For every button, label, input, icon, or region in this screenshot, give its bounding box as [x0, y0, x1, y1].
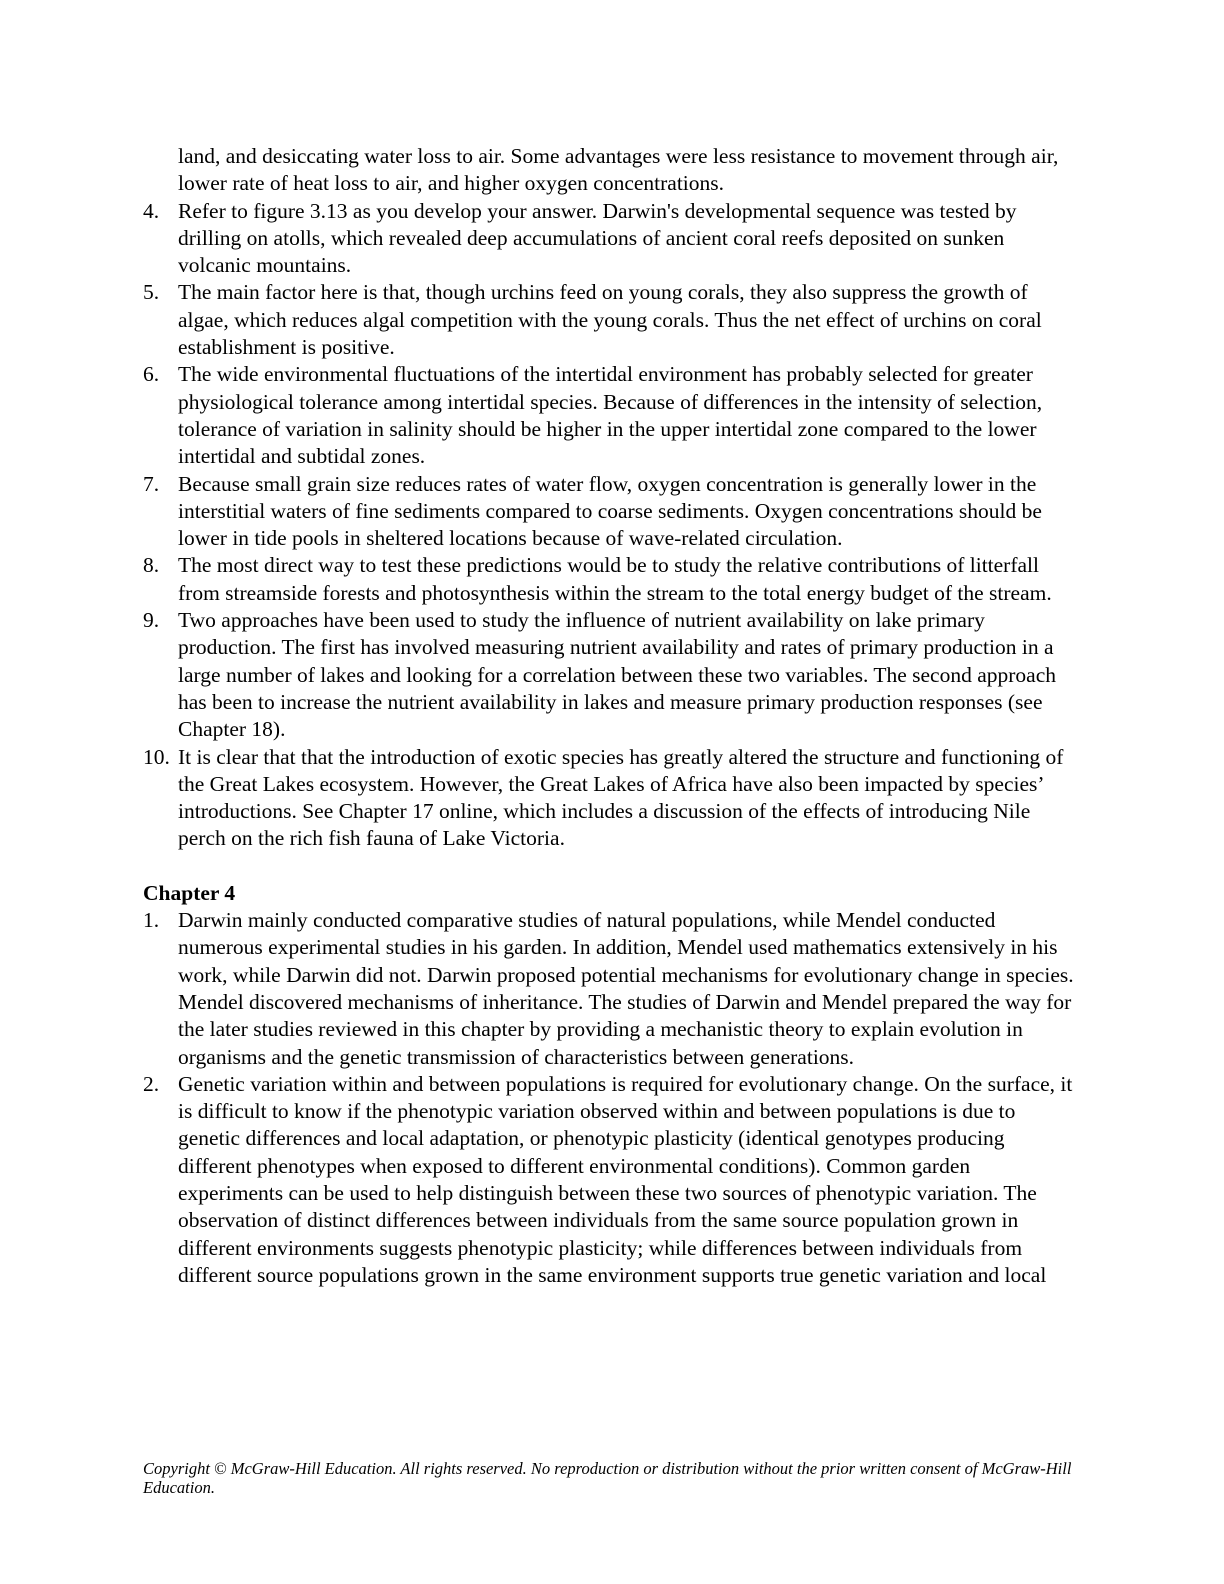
item-number: 6. [143, 362, 160, 387]
continuation-paragraph: land, and desiccating water loss to air. Some advantages were less resistance to movement through air, lower rate of heat loss to air, and higher oxygen concentrations. [178, 144, 1059, 196]
item-text: Two approaches have been used to study the influence of nutrient availability on lake primary production. The first has involved measuring nutrient availability and rates of primary production in a large number of lakes and looking for a correlation between these two variables. The second approach has been to increase the nutrient availability in lakes and measure primary production responses (see Chapter 18). [178, 608, 1056, 742]
item-text: Darwin mainly conducted comparative studies of natural populations, while Mendel conducted numerous experimental studies in his garden. In addition, Mendel used mathematics extensively in his work, while Darwin did not. Darwin proposed potential mechanisms for evolutionary change in species. Mendel discovered mechanisms of inheritance. The studies of Darwin and Mendel prepared the way for the later studies reviewed in this chapter by providing a mechanistic theory to explain evolution in organisms and the genetic transmission of characteristics between generations. [178, 908, 1074, 1069]
list-item [143, 471, 1078, 553]
list-item [143, 607, 1078, 743]
list-item [143, 1071, 1078, 1289]
item-number: 5. [143, 280, 160, 305]
item-number: 4. [143, 198, 160, 223]
list-item [143, 279, 1078, 361]
document-page [143, 143, 1078, 1289]
item-number: 2. [143, 1071, 160, 1096]
chapter-3-answer-list [143, 198, 1078, 853]
item-text: Refer to figure 3.13 as you develop your answer. Darwin's developmental sequence was tested by drilling on atolls, which revealed deep accumulations of ancient coral reefs deposited on sunken volcanic mountains. [178, 198, 1017, 278]
list-item [143, 552, 1078, 607]
list-item [143, 744, 1078, 853]
item-text: The main factor here is that, though urchins feed on young corals, they also suppress the growth of algae, which reduces algal competition with the young corals. Thus the net effect of urchins on coral establishment is positive. [178, 280, 1042, 360]
item-text: It is clear that that the introduction of exotic species has greatly altered the structure and functioning of the Great Lakes ecosystem. However, the Great Lakes of Africa have also been impacted by species’ introductions. See Chapter 17 online, which includes a discussion of the effects of introducing Nile perch on the rich fish fauna of Lake Victoria. [178, 744, 1064, 851]
item-text: Genetic variation within and between populations is required for evolutionary change. On the surface, it is difficult to know if the phenotypic variation observed within and between populations is due to genetic differences and local adaptation, or phenotypic plasticity (identical genotypes producing different phenotypes when exposed to different environmental conditions). Common garden experiments can be used to help distinguish between these two sources of phenotypic variation. The observation of distinct differences between individuals from the same source population grown in different environments suggests phenotypic plasticity; while differences between individuals from different source populations grown in the same environment supports true genetic variation and local [178, 1071, 1073, 1287]
list-item [143, 198, 1078, 280]
item-number: 7. [143, 471, 160, 496]
list-item [143, 361, 1078, 470]
item-text: The wide environmental fluctuations of the intertidal environment has probably selected for greater physiological tolerance among intertidal species. Because of differences in the intensity of selection, tolerance of variation in salinity should be higher in the upper intertidal zone compared to the lower intertidal and subtidal zones. [178, 362, 1043, 469]
item-text: The most direct way to test these predictions would be to study the relative contributions of litterfall from streamside forests and photosynthesis within the stream to the total energy budget of the stream. [178, 553, 1052, 605]
chapter-heading: Chapter 4 [143, 880, 236, 905]
item-number: 8. [143, 553, 160, 578]
list-item [143, 907, 1078, 1071]
item-number: 1. [143, 908, 160, 933]
copyright-footer: Copyright © McGraw-Hill Education. All rights reserved. No reproduction or distribution without the prior written consent of McGraw-Hill Education. [143, 1459, 1072, 1497]
item-number: 10. [143, 744, 170, 769]
item-number: 9. [143, 608, 160, 633]
item-text: Because small grain size reduces rates of water flow, oxygen concentration is generally lower in the interstitial waters of fine sediments compared to coarse sediments. Oxygen concentrations should be lower in tide pools in sheltered locations because of wave-related circulation. [178, 471, 1042, 551]
chapter-4-answer-list [143, 907, 1078, 1289]
